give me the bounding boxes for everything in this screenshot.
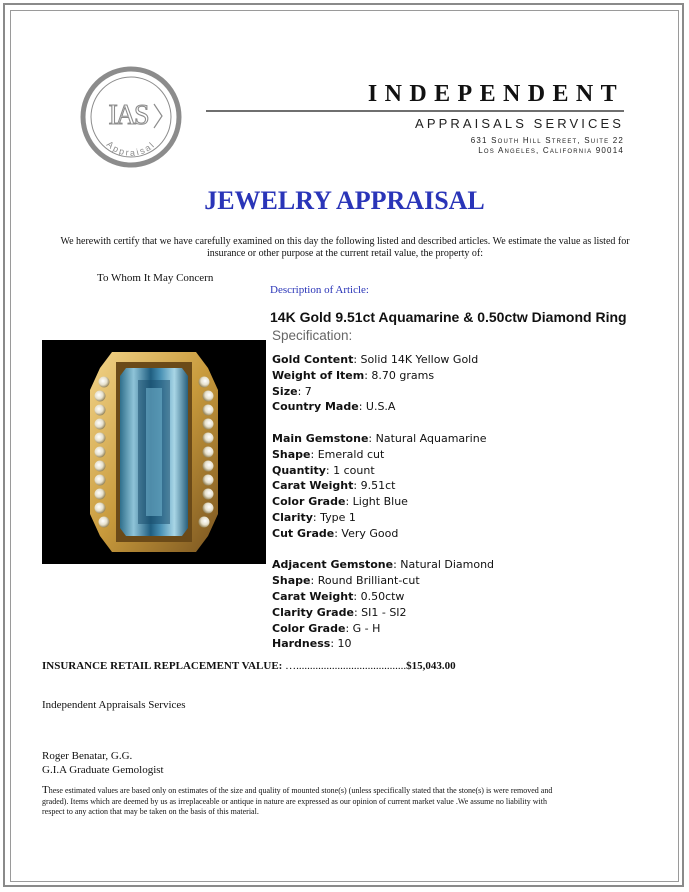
logo-monogram: IAS xyxy=(108,100,148,131)
spec-label: Main Gemstone xyxy=(272,431,369,445)
spec-label: Clarity xyxy=(272,510,313,524)
company-name: INDEPENDENT xyxy=(367,81,624,107)
spec-row: Color Grade: Light Blue xyxy=(272,495,408,509)
spec-group-main-gemstone xyxy=(272,431,494,542)
recipient: To Whom It May Concern xyxy=(97,272,214,284)
appraiser-block xyxy=(42,749,164,777)
spec-value: Light Blue xyxy=(352,495,408,509)
logo-arc-text: Appraisal xyxy=(104,139,158,158)
spec-row: Carat Weight: 9.51ct xyxy=(272,479,396,493)
spec-label: Quantity xyxy=(272,463,326,477)
spec-value: Type 1 xyxy=(320,510,356,524)
spec-row: Hardness: 10 xyxy=(272,637,352,651)
spec-label: Clarity Grade xyxy=(272,605,354,619)
spec-value: Very Good xyxy=(341,526,399,540)
spec-row: Weight of Item: 8.70 grams xyxy=(272,368,435,382)
spec-group-adjacent-gemstone xyxy=(272,557,494,652)
spec-label: Shape xyxy=(272,574,311,588)
spec-value: 9.51ct xyxy=(360,479,396,493)
insurance-value-label: INSURANCE RETAIL REPLACEMENT VALUE: xyxy=(42,660,283,672)
spec-value: Round Brilliant-cut xyxy=(317,574,420,588)
specification-label: Specification: xyxy=(272,328,353,343)
spec-group-metal xyxy=(272,352,494,415)
disclaimer xyxy=(42,785,562,818)
spec-value: 10 xyxy=(337,637,352,651)
spec-label: Color Grade xyxy=(272,621,346,635)
company-header xyxy=(206,80,624,155)
spec-row: Gold Content: Solid 14K Yellow Gold xyxy=(272,353,479,366)
spec-row: Quantity: 1 count xyxy=(272,463,375,477)
spec-label: Hardness xyxy=(272,637,331,651)
company-subtitle: APPRAISALS SERVICES xyxy=(415,116,624,131)
address-line-1: 631 South Hill Street, Suite 22 xyxy=(470,136,624,145)
spec-label: Gold Content xyxy=(272,353,354,366)
document-title: JEWELRY APPRAISAL xyxy=(204,186,485,215)
disclaimer-text: hese estimated values are based only on estimates of the size and quality of mounted stone(s) (unless specifically stated that the stone(s) is were removed and graded). Items which are deemed by us as irreplaceable or antique in nature are expressed as our opinion of current market value .We assume no liability with respect to any action that may be taken on the basis of this material. xyxy=(42,786,553,816)
spec-row: Carat Weight: 0.50ctw xyxy=(272,589,405,603)
spec-row: Country Made: U.S.A xyxy=(272,400,396,414)
insurance-value xyxy=(42,660,456,672)
spec-value: 8.70 grams xyxy=(371,368,435,382)
spec-value: 1 count xyxy=(333,463,375,477)
company-signoff: Independent Appraisals Services xyxy=(42,699,186,711)
disclaimer-dropcap: T xyxy=(42,784,49,796)
ring-photo xyxy=(42,340,266,564)
spec-label: Adjacent Gemstone xyxy=(272,558,394,572)
certification-text: We herewith certify that we have carefully examined on this day the following listed and described articles. We estimate the value as listed for insurance or other purpose at the current retail value, the property of: xyxy=(60,236,630,259)
spec-label: Shape xyxy=(272,447,311,461)
insurance-value-amount: $15,043.00 xyxy=(406,660,456,672)
appraiser-title: G.I.A Graduate Gemologist xyxy=(42,764,164,776)
spec-label: Carat Weight xyxy=(272,589,354,603)
svg-text:Appraisal xyxy=(105,139,158,158)
spec-value: Emerald cut xyxy=(317,447,385,461)
header-rule xyxy=(206,110,624,112)
spec-row: Cut Grade: Very Good xyxy=(272,526,399,540)
spec-row: Main Gemstone: Natural Aquamarine xyxy=(272,431,487,445)
spec-value: G - H xyxy=(352,621,381,635)
spec-row: Adjacent Gemstone: Natural Diamond xyxy=(272,558,495,572)
spec-value: 7 xyxy=(304,384,312,398)
spec-label: Cut Grade xyxy=(272,526,335,540)
spec-row: Clarity: Type 1 xyxy=(272,510,356,524)
ias-logo xyxy=(80,66,182,168)
address-line-2: Los Angeles, California 90014 xyxy=(478,146,624,155)
spec-label: Country Made xyxy=(272,400,359,414)
insurance-value-dots: …........................................ xyxy=(285,660,407,672)
appraiser-name: Roger Benatar, G.G. xyxy=(42,750,133,762)
spec-value: Solid 14K Yellow Gold xyxy=(360,353,479,366)
spec-value: Natural Aquamarine xyxy=(375,431,487,445)
spec-label: Color Grade xyxy=(272,495,346,509)
spec-value: 0.50ctw xyxy=(360,589,405,603)
spec-row: Size: 7 xyxy=(272,384,312,398)
spec-label: Carat Weight xyxy=(272,479,354,493)
spec-value: Natural Diamond xyxy=(400,558,495,572)
spec-row: Shape: Emerald cut xyxy=(272,447,385,461)
spec-label: Size xyxy=(272,384,298,398)
item-title: 14K Gold 9.51ct Aquamarine & 0.50ctw Diamond Ring xyxy=(270,309,627,325)
specifications xyxy=(272,352,494,652)
spec-row: Clarity Grade: SI1 - SI2 xyxy=(272,605,407,619)
description-label: Description of Article: xyxy=(270,284,369,296)
spec-label: Weight of Item xyxy=(272,368,365,382)
company-address xyxy=(471,136,624,156)
spec-row: Color Grade: G - H xyxy=(272,621,381,635)
spec-value: U.S.A xyxy=(365,400,396,414)
spec-value: SI1 - SI2 xyxy=(361,605,407,619)
spec-row: Shape: Round Brilliant-cut xyxy=(272,574,420,588)
